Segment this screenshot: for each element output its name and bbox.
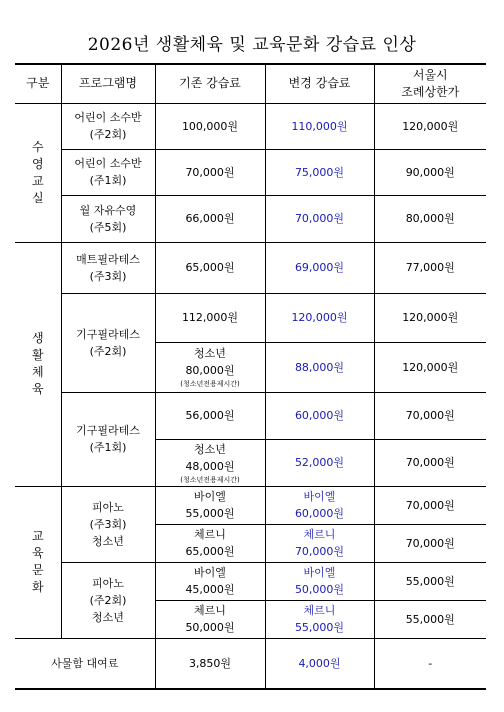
table-row bbox=[15, 103, 486, 149]
new-fee-value: 70,000원 bbox=[294, 545, 345, 558]
instrument-label: 바이엘 bbox=[194, 490, 226, 503]
old-fee-value: 50,000원 bbox=[185, 621, 235, 634]
new-fee: 120,000원 bbox=[265, 293, 374, 342]
instrument-label: 체르니 bbox=[194, 604, 226, 617]
new-fee: 110,000원 bbox=[265, 103, 374, 149]
table-row bbox=[15, 293, 486, 342]
old-fee bbox=[155, 524, 265, 562]
program-name: 기구필라테스 (주2회) bbox=[61, 293, 155, 392]
old-fee: 3,850원 bbox=[155, 638, 265, 689]
old-fee: 65,000원 bbox=[155, 242, 265, 293]
new-fee bbox=[265, 600, 374, 638]
new-fee bbox=[265, 524, 374, 562]
new-fee: 60,000원 bbox=[265, 392, 374, 439]
cap-fee: 120,000원 bbox=[374, 293, 486, 342]
header-seoul-cap bbox=[374, 64, 486, 103]
old-fee-youth bbox=[155, 439, 265, 486]
header-old-fee: 기존 강습료 bbox=[155, 64, 265, 103]
new-fee: 75,000원 bbox=[265, 149, 374, 195]
header-new-fee: 변경 강습료 bbox=[265, 64, 374, 103]
old-fee-value: 65,000원 bbox=[185, 545, 235, 558]
program-name: 월 자유수영 (주5회) bbox=[61, 195, 155, 242]
cap-fee: 120,000원 bbox=[374, 342, 486, 392]
cap-fee: 77,000원 bbox=[374, 242, 486, 293]
old-fee: 112,000원 bbox=[155, 293, 265, 342]
old-fee: 70,000원 bbox=[155, 149, 265, 195]
table-row bbox=[15, 486, 486, 524]
program-name: 피아노 (주2회) 청소년 bbox=[61, 562, 155, 638]
old-fee-value: 55,000원 bbox=[185, 507, 235, 520]
youth-note: (청소년전용제시간) bbox=[180, 475, 240, 484]
new-fee-value: 60,000원 bbox=[294, 507, 345, 520]
instrument-label: 바이엘 bbox=[194, 566, 226, 579]
table-row bbox=[15, 242, 486, 293]
cap-fee: 120,000원 bbox=[374, 103, 486, 149]
new-fee: 4,000원 bbox=[265, 638, 374, 689]
header-seoul-cap-line2: 조례상한가 bbox=[401, 84, 460, 99]
cap-fee: 70,000원 bbox=[374, 392, 486, 439]
cap-fee: 70,000원 bbox=[374, 486, 486, 524]
youth-label: 청소년 bbox=[194, 347, 226, 360]
instrument-label: 바이엘 bbox=[303, 490, 336, 503]
new-fee: 70,000원 bbox=[265, 195, 374, 242]
new-fee: 52,000원 bbox=[265, 439, 374, 486]
header-category: 구분 bbox=[15, 64, 61, 103]
cap-fee: 90,000원 bbox=[374, 149, 486, 195]
old-fee: 56,000원 bbox=[155, 392, 265, 439]
instrument-label: 체르니 bbox=[303, 528, 336, 541]
table-row bbox=[15, 195, 486, 242]
table-row bbox=[15, 638, 486, 689]
old-fee: 100,000원 bbox=[155, 103, 265, 149]
program-name: 매트필라테스 (주3회) bbox=[61, 242, 155, 293]
youth-note: (청소년전용제시간) bbox=[180, 380, 240, 388]
program-name: 어린이 소수반 (주1회) bbox=[61, 149, 155, 195]
old-fee-value: 45,000원 bbox=[185, 583, 235, 596]
page-title: 2026년 생활체육 및 교육문화 강습료 인상 bbox=[87, 35, 417, 55]
new-fee-value: 50,000원 bbox=[294, 583, 345, 596]
new-fee: 88,000원 bbox=[265, 342, 374, 392]
cap-fee: 70,000원 bbox=[374, 439, 486, 486]
program-name: 피아노 (주3회) 청소년 bbox=[61, 486, 155, 562]
header-program: 프로그램명 bbox=[61, 64, 155, 103]
program-name: 기구필라테스 (주1회) bbox=[61, 392, 155, 486]
old-fee bbox=[155, 562, 265, 600]
cap-fee: 55,000원 bbox=[374, 600, 486, 638]
new-fee bbox=[265, 486, 374, 524]
cap-fee: 80,000원 bbox=[374, 195, 486, 242]
cap-fee: 70,000원 bbox=[374, 524, 486, 562]
category-swim: 수 영 교 실 bbox=[15, 103, 61, 242]
old-fee bbox=[155, 600, 265, 638]
table-row bbox=[15, 392, 486, 439]
old-fee: 66,000원 bbox=[155, 195, 265, 242]
old-fee-youth bbox=[155, 342, 265, 392]
new-fee-value: 55,000원 bbox=[294, 621, 345, 634]
instrument-label: 체르니 bbox=[303, 604, 336, 617]
old-fee bbox=[155, 486, 265, 524]
instrument-label: 체르니 bbox=[194, 528, 226, 541]
category-sports: 생 활 체 육 bbox=[15, 242, 61, 486]
locker-label: 사물함 대여료 bbox=[15, 638, 155, 689]
cap-fee: 55,000원 bbox=[374, 562, 486, 600]
header-row bbox=[15, 64, 486, 103]
youth-label: 청소년 bbox=[194, 442, 226, 456]
old-fee-value: 48,000원 bbox=[185, 459, 235, 473]
category-culture: 교 육 문 화 bbox=[15, 486, 61, 638]
old-fee-value: 80,000원 bbox=[185, 364, 235, 377]
fee-table bbox=[15, 63, 486, 690]
program-name: 어린이 소수반 (주2회) bbox=[61, 103, 155, 149]
header-seoul-cap-line1: 서울시 bbox=[412, 67, 448, 82]
instrument-label: 바이엘 bbox=[303, 566, 336, 579]
table-row bbox=[15, 562, 486, 600]
new-fee bbox=[265, 562, 374, 600]
cap-fee: - bbox=[374, 638, 486, 689]
table-row bbox=[15, 149, 486, 195]
new-fee: 69,000원 bbox=[265, 242, 374, 293]
